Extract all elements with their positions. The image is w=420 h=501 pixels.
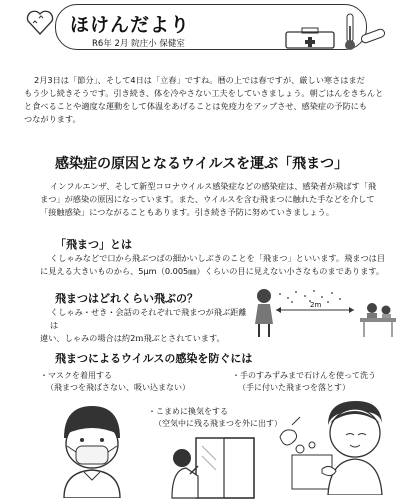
distance-label: 2m [310, 301, 322, 309]
page-subtitle: R6年 2月 院庄小 保健室 [92, 39, 185, 49]
heart-decoration-icon [24, 6, 56, 38]
mask-child-illustration [50, 398, 135, 498]
page-title: ほけんだより [70, 14, 191, 36]
tip-main: ・マスクを着用する [40, 371, 112, 380]
tip-mask [40, 370, 190, 394]
section3-line: 違い、しゃみの場合は約2ｍ飛ぶとされています。 [40, 333, 225, 343]
section1-line: インフルエンザ、そして新型コロナウイルス感染症などの感染症は、感染者が飛ばす「飛 [50, 181, 377, 191]
section1-line: 「接触感染」につながることもあります。引き続き予防に努めていきましょう。 [40, 207, 334, 217]
section1-body [40, 180, 400, 219]
tip-sub: （手に付いた飛まつを落とす） [238, 383, 350, 392]
section2-line: に見える大きいものから、5μm（0.005㎜）くらいの目に見えない小さなものまであります。 [40, 266, 385, 276]
intro-line: もう少し続きそうです。引き続き、体を冷やさない工夫をしていきましょう。朝ごはんをきちんと [24, 88, 384, 98]
intro-line: つながります。 [24, 114, 81, 124]
intro-paragraph [24, 74, 399, 126]
medical-kit-icon [284, 26, 336, 50]
sneeze-distance-illustration [250, 282, 400, 338]
section3-line: くしゃみ・せき・会話のそれぞれで飛まつが飛ぶ距離は [50, 307, 247, 330]
section2-line: くしゃみなどで口から飛ぶつばの細かいしぶきのことを「飛まつ」といいます。飛まつは目 [50, 253, 386, 263]
tip-sub: （飛まつを飛ばさない、吸い込まない） [46, 383, 190, 392]
section1-heading: 感染症の原因となるウイルスを運ぶ「飛まつ」 [55, 156, 349, 172]
intro-line: と食べることや適度な運動をして体温をあげることは免疫力をアップさせ、感染症の予防にも [24, 101, 368, 111]
section2-heading: 「飛まつ」とは [55, 238, 132, 251]
section1-line: まつ」が感染の原因になっています。また、ウイルスを含む飛まつに触れた手などを介して [40, 194, 375, 204]
handwash-child-illustration [270, 395, 400, 495]
tip-main: ・こまめに換気をする [148, 407, 228, 416]
window-ventilation-illustration [168, 436, 258, 500]
section3-heading: 飛まつはどれくらい飛ぶの？ [55, 292, 198, 305]
section4-heading: 飛まつによるウイルスの感染を防ぐには [55, 352, 253, 365]
section2-body [40, 252, 400, 278]
bandage-icon [358, 24, 388, 48]
section3-body [40, 306, 250, 345]
tip-handwash [232, 370, 376, 394]
tip-ventilate [148, 406, 282, 430]
tip-main: ・手のすみずみまで石けんを使って洗う [232, 371, 376, 380]
intro-line: 2月3日は「節分」、そして4日は「立春」ですね。暦の上では春ですが、厳しい寒さはまだ [34, 75, 365, 85]
tip-sub: （空気中に残る飛まつを外に出す） [154, 419, 282, 428]
